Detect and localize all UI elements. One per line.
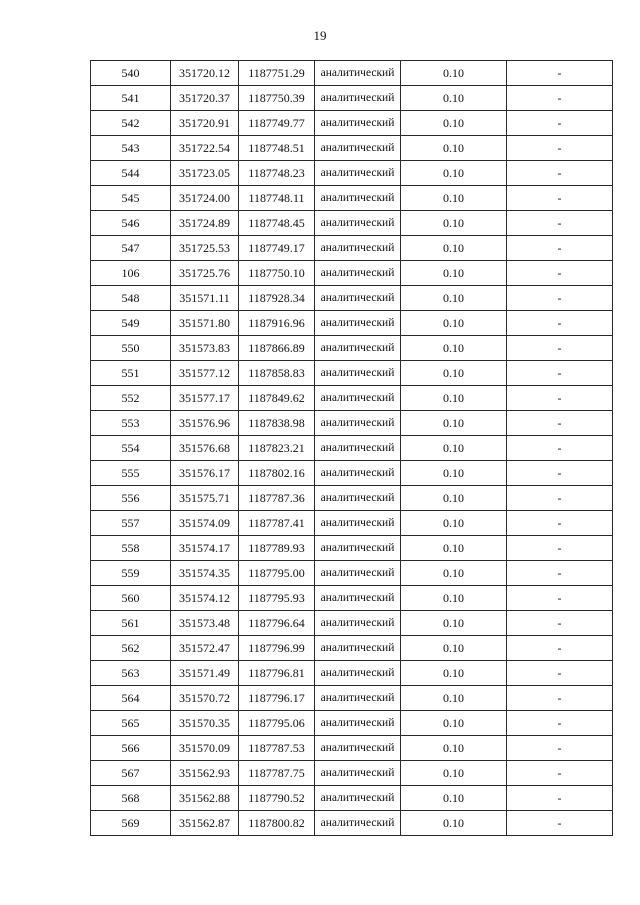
note-cell: - xyxy=(507,561,613,586)
note-cell: - xyxy=(507,261,613,286)
x-coordinate-cell: 351574.35 xyxy=(171,561,239,586)
x-coordinate-cell: 351573.83 xyxy=(171,336,239,361)
note-cell: - xyxy=(507,611,613,636)
x-coordinate-cell: 351562.93 xyxy=(171,761,239,786)
y-coordinate-cell: 1187750.10 xyxy=(239,261,315,286)
method-cell: аналитический xyxy=(315,411,401,436)
accuracy-cell: 0.10 xyxy=(401,461,507,486)
table-body xyxy=(91,61,613,836)
y-coordinate-cell: 1187795.93 xyxy=(239,586,315,611)
method-cell: аналитический xyxy=(315,561,401,586)
accuracy-cell: 0.10 xyxy=(401,86,507,111)
table-row xyxy=(91,311,613,336)
y-coordinate-cell: 1187802.16 xyxy=(239,461,315,486)
method-cell: аналитический xyxy=(315,761,401,786)
table-row xyxy=(91,736,613,761)
method-cell: аналитический xyxy=(315,161,401,186)
note-cell: - xyxy=(507,586,613,611)
y-coordinate-cell: 1187748.51 xyxy=(239,136,315,161)
accuracy-cell: 0.10 xyxy=(401,661,507,686)
point-number-cell: 558 xyxy=(91,536,171,561)
y-coordinate-cell: 1187928.34 xyxy=(239,286,315,311)
y-coordinate-cell: 1187800.82 xyxy=(239,811,315,836)
accuracy-cell: 0.10 xyxy=(401,61,507,86)
method-cell: аналитический xyxy=(315,311,401,336)
table-row xyxy=(91,786,613,811)
y-coordinate-cell: 1187795.06 xyxy=(239,711,315,736)
method-cell: аналитический xyxy=(315,111,401,136)
y-coordinate-cell: 1187838.98 xyxy=(239,411,315,436)
point-number-cell: 555 xyxy=(91,461,171,486)
y-coordinate-cell: 1187849.62 xyxy=(239,386,315,411)
note-cell: - xyxy=(507,711,613,736)
y-coordinate-cell: 1187750.39 xyxy=(239,86,315,111)
method-cell: аналитический xyxy=(315,436,401,461)
accuracy-cell: 0.10 xyxy=(401,611,507,636)
table-row xyxy=(91,86,613,111)
accuracy-cell: 0.10 xyxy=(401,111,507,136)
point-number-cell: 552 xyxy=(91,386,171,411)
x-coordinate-cell: 351576.68 xyxy=(171,436,239,461)
point-number-cell: 559 xyxy=(91,561,171,586)
x-coordinate-cell: 351723.05 xyxy=(171,161,239,186)
y-coordinate-cell: 1187916.96 xyxy=(239,311,315,336)
accuracy-cell: 0.10 xyxy=(401,736,507,761)
y-coordinate-cell: 1187789.93 xyxy=(239,536,315,561)
accuracy-cell: 0.10 xyxy=(401,636,507,661)
y-coordinate-cell: 1187866.89 xyxy=(239,336,315,361)
note-cell: - xyxy=(507,311,613,336)
table-row xyxy=(91,586,613,611)
point-number-cell: 557 xyxy=(91,511,171,536)
method-cell: аналитический xyxy=(315,261,401,286)
method-cell: аналитический xyxy=(315,486,401,511)
table-row xyxy=(91,361,613,386)
point-number-cell: 106 xyxy=(91,261,171,286)
method-cell: аналитический xyxy=(315,86,401,111)
table-row xyxy=(91,611,613,636)
accuracy-cell: 0.10 xyxy=(401,236,507,261)
point-number-cell: 556 xyxy=(91,486,171,511)
table-row xyxy=(91,336,613,361)
point-number-cell: 550 xyxy=(91,336,171,361)
method-cell: аналитический xyxy=(315,236,401,261)
page-number: 19 xyxy=(313,28,327,43)
x-coordinate-cell: 351724.00 xyxy=(171,186,239,211)
point-number-cell: 553 xyxy=(91,411,171,436)
accuracy-cell: 0.10 xyxy=(401,361,507,386)
note-cell: - xyxy=(507,736,613,761)
y-coordinate-cell: 1187795.00 xyxy=(239,561,315,586)
y-coordinate-cell: 1187787.75 xyxy=(239,761,315,786)
x-coordinate-cell: 351724.89 xyxy=(171,211,239,236)
table-row xyxy=(91,811,613,836)
point-number-cell: 548 xyxy=(91,286,171,311)
x-coordinate-cell: 351573.48 xyxy=(171,611,239,636)
accuracy-cell: 0.10 xyxy=(401,811,507,836)
accuracy-cell: 0.10 xyxy=(401,261,507,286)
table-row xyxy=(91,211,613,236)
y-coordinate-cell: 1187748.45 xyxy=(239,211,315,236)
method-cell: аналитический xyxy=(315,686,401,711)
method-cell: аналитический xyxy=(315,211,401,236)
accuracy-cell: 0.10 xyxy=(401,536,507,561)
point-number-cell: 561 xyxy=(91,611,171,636)
note-cell: - xyxy=(507,211,613,236)
point-number-cell: 564 xyxy=(91,686,171,711)
accuracy-cell: 0.10 xyxy=(401,561,507,586)
table-row xyxy=(91,161,613,186)
y-coordinate-cell: 1187823.21 xyxy=(239,436,315,461)
table-row xyxy=(91,711,613,736)
y-coordinate-cell: 1187790.52 xyxy=(239,786,315,811)
point-number-cell: 541 xyxy=(91,86,171,111)
note-cell: - xyxy=(507,636,613,661)
method-cell: аналитический xyxy=(315,611,401,636)
method-cell: аналитический xyxy=(315,511,401,536)
method-cell: аналитический xyxy=(315,286,401,311)
table-row xyxy=(91,386,613,411)
x-coordinate-cell: 351576.17 xyxy=(171,461,239,486)
x-coordinate-cell: 351562.88 xyxy=(171,786,239,811)
accuracy-cell: 0.10 xyxy=(401,311,507,336)
x-coordinate-cell: 351571.80 xyxy=(171,311,239,336)
x-coordinate-cell: 351720.91 xyxy=(171,111,239,136)
note-cell: - xyxy=(507,161,613,186)
y-coordinate-cell: 1187796.81 xyxy=(239,661,315,686)
method-cell: аналитический xyxy=(315,536,401,561)
note-cell: - xyxy=(507,186,613,211)
method-cell: аналитический xyxy=(315,811,401,836)
accuracy-cell: 0.10 xyxy=(401,686,507,711)
table-row xyxy=(91,461,613,486)
table-row xyxy=(91,561,613,586)
table-row xyxy=(91,411,613,436)
method-cell: аналитический xyxy=(315,336,401,361)
table-row xyxy=(91,111,613,136)
note-cell: - xyxy=(507,686,613,711)
x-coordinate-cell: 351570.35 xyxy=(171,711,239,736)
point-number-cell: 560 xyxy=(91,586,171,611)
table-row xyxy=(91,436,613,461)
method-cell: аналитический xyxy=(315,711,401,736)
point-number-cell: 554 xyxy=(91,436,171,461)
accuracy-cell: 0.10 xyxy=(401,386,507,411)
note-cell: - xyxy=(507,361,613,386)
table-row xyxy=(91,236,613,261)
accuracy-cell: 0.10 xyxy=(401,761,507,786)
accuracy-cell: 0.10 xyxy=(401,586,507,611)
point-number-cell: 543 xyxy=(91,136,171,161)
x-coordinate-cell: 351574.17 xyxy=(171,536,239,561)
note-cell: - xyxy=(507,436,613,461)
accuracy-cell: 0.10 xyxy=(401,511,507,536)
y-coordinate-cell: 1187796.17 xyxy=(239,686,315,711)
x-coordinate-cell: 351725.53 xyxy=(171,236,239,261)
y-coordinate-cell: 1187748.23 xyxy=(239,161,315,186)
note-cell: - xyxy=(507,486,613,511)
method-cell: аналитический xyxy=(315,586,401,611)
point-number-cell: 566 xyxy=(91,736,171,761)
y-coordinate-cell: 1187749.77 xyxy=(239,111,315,136)
note-cell: - xyxy=(507,336,613,361)
note-cell: - xyxy=(507,761,613,786)
accuracy-cell: 0.10 xyxy=(401,211,507,236)
accuracy-cell: 0.10 xyxy=(401,186,507,211)
y-coordinate-cell: 1187749.17 xyxy=(239,236,315,261)
note-cell: - xyxy=(507,411,613,436)
note-cell: - xyxy=(507,86,613,111)
x-coordinate-cell: 351575.71 xyxy=(171,486,239,511)
y-coordinate-cell: 1187858.83 xyxy=(239,361,315,386)
x-coordinate-cell: 351570.09 xyxy=(171,736,239,761)
method-cell: аналитический xyxy=(315,136,401,161)
point-number-cell: 546 xyxy=(91,211,171,236)
coordinates-table xyxy=(90,60,613,836)
point-number-cell: 567 xyxy=(91,761,171,786)
method-cell: аналитический xyxy=(315,386,401,411)
note-cell: - xyxy=(507,661,613,686)
accuracy-cell: 0.10 xyxy=(401,786,507,811)
method-cell: аналитический xyxy=(315,661,401,686)
note-cell: - xyxy=(507,286,613,311)
accuracy-cell: 0.10 xyxy=(401,711,507,736)
x-coordinate-cell: 351571.11 xyxy=(171,286,239,311)
table-row xyxy=(91,636,613,661)
y-coordinate-cell: 1187787.41 xyxy=(239,511,315,536)
method-cell: аналитический xyxy=(315,786,401,811)
table-row xyxy=(91,61,613,86)
point-number-cell: 545 xyxy=(91,186,171,211)
method-cell: аналитический xyxy=(315,736,401,761)
note-cell: - xyxy=(507,811,613,836)
point-number-cell: 562 xyxy=(91,636,171,661)
accuracy-cell: 0.10 xyxy=(401,136,507,161)
table-row xyxy=(91,186,613,211)
x-coordinate-cell: 351725.76 xyxy=(171,261,239,286)
accuracy-cell: 0.10 xyxy=(401,336,507,361)
point-number-cell: 569 xyxy=(91,811,171,836)
x-coordinate-cell: 351577.12 xyxy=(171,361,239,386)
accuracy-cell: 0.10 xyxy=(401,411,507,436)
table-row xyxy=(91,686,613,711)
accuracy-cell: 0.10 xyxy=(401,436,507,461)
note-cell: - xyxy=(507,786,613,811)
x-coordinate-cell: 351570.72 xyxy=(171,686,239,711)
x-coordinate-cell: 351562.87 xyxy=(171,811,239,836)
point-number-cell: 551 xyxy=(91,361,171,386)
method-cell: аналитический xyxy=(315,461,401,486)
table-row xyxy=(91,486,613,511)
y-coordinate-cell: 1187751.29 xyxy=(239,61,315,86)
table-row xyxy=(91,286,613,311)
table-row xyxy=(91,536,613,561)
point-number-cell: 542 xyxy=(91,111,171,136)
accuracy-cell: 0.10 xyxy=(401,486,507,511)
point-number-cell: 563 xyxy=(91,661,171,686)
method-cell: аналитический xyxy=(315,636,401,661)
x-coordinate-cell: 351720.12 xyxy=(171,61,239,86)
point-number-cell: 544 xyxy=(91,161,171,186)
table-row xyxy=(91,761,613,786)
accuracy-cell: 0.10 xyxy=(401,286,507,311)
y-coordinate-cell: 1187787.53 xyxy=(239,736,315,761)
x-coordinate-cell: 351572.47 xyxy=(171,636,239,661)
point-number-cell: 549 xyxy=(91,311,171,336)
x-coordinate-cell: 351574.09 xyxy=(171,511,239,536)
x-coordinate-cell: 351720.37 xyxy=(171,86,239,111)
x-coordinate-cell: 351571.49 xyxy=(171,661,239,686)
note-cell: - xyxy=(507,536,613,561)
accuracy-cell: 0.10 xyxy=(401,161,507,186)
note-cell: - xyxy=(507,511,613,536)
point-number-cell: 565 xyxy=(91,711,171,736)
y-coordinate-cell: 1187796.64 xyxy=(239,611,315,636)
y-coordinate-cell: 1187796.99 xyxy=(239,636,315,661)
table-row xyxy=(91,511,613,536)
method-cell: аналитический xyxy=(315,61,401,86)
y-coordinate-cell: 1187748.11 xyxy=(239,186,315,211)
table-row xyxy=(91,261,613,286)
method-cell: аналитический xyxy=(315,361,401,386)
point-number-cell: 568 xyxy=(91,786,171,811)
note-cell: - xyxy=(507,136,613,161)
note-cell: - xyxy=(507,461,613,486)
note-cell: - xyxy=(507,61,613,86)
y-coordinate-cell: 1187787.36 xyxy=(239,486,315,511)
point-number-cell: 547 xyxy=(91,236,171,261)
x-coordinate-cell: 351574.12 xyxy=(171,586,239,611)
point-number-cell: 540 xyxy=(91,61,171,86)
table-row xyxy=(91,661,613,686)
x-coordinate-cell: 351576.96 xyxy=(171,411,239,436)
x-coordinate-cell: 351722.54 xyxy=(171,136,239,161)
note-cell: - xyxy=(507,236,613,261)
table-row xyxy=(91,136,613,161)
x-coordinate-cell: 351577.17 xyxy=(171,386,239,411)
method-cell: аналитический xyxy=(315,186,401,211)
note-cell: - xyxy=(507,111,613,136)
note-cell: - xyxy=(507,386,613,411)
